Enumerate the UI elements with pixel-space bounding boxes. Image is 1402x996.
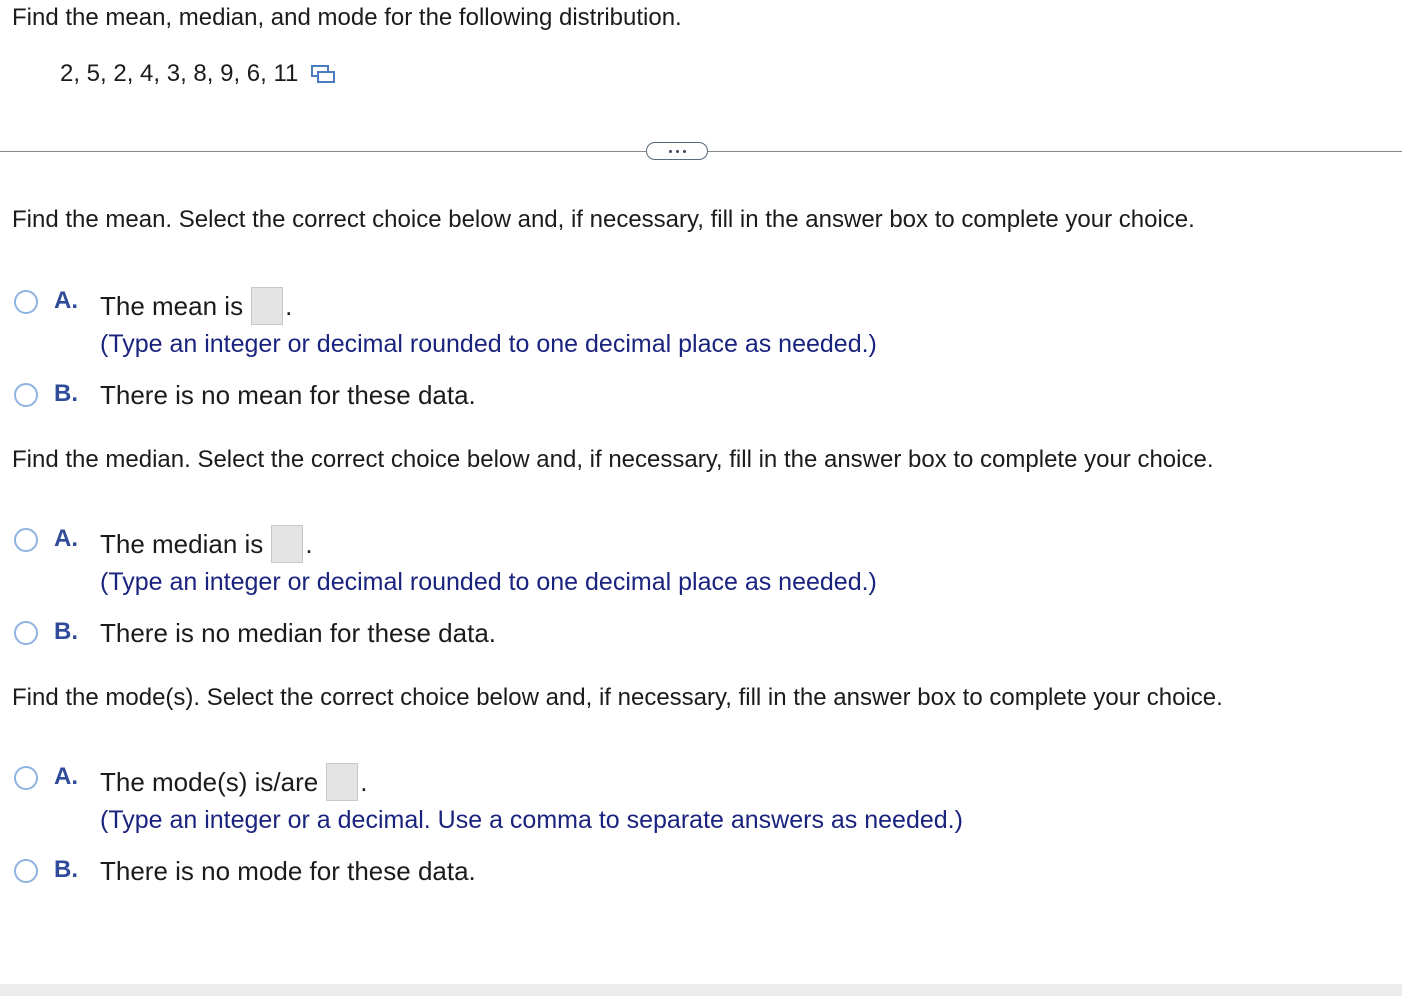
mean-option-a-letter: A. — [54, 287, 78, 314]
mode-answer-box[interactable] — [326, 763, 358, 801]
mean-option-b-radio[interactable] — [14, 383, 38, 407]
mode-option-b-radio[interactable] — [14, 859, 38, 883]
mean-option-b[interactable] — [14, 380, 476, 411]
mode-option-b-text: There is no mode for these data. — [100, 856, 476, 886]
median-option-b-text: There is no median for these data. — [100, 618, 497, 648]
median-option-a-radio[interactable] — [14, 528, 38, 552]
mode-hint: (Type an integer or a decimal. Use a comma to separate answers as needed.) — [100, 806, 963, 834]
mean-answer-box[interactable] — [251, 287, 283, 325]
mean-option-a-label — [100, 287, 292, 325]
mode-option-a[interactable] — [14, 763, 367, 801]
mode-period: . — [360, 766, 368, 797]
mean-option-a[interactable] — [14, 287, 292, 325]
median-option-a-letter: A. — [54, 525, 78, 552]
mode-option-a-label — [100, 763, 367, 801]
question-title: Find the mean, median, and mode for the following distribution. — [12, 4, 682, 31]
median-answer-box[interactable] — [271, 525, 303, 563]
median-prompt: Find the median. Select the correct choice below and, if necessary, fill in the answer box to complete your choice. — [12, 446, 1214, 473]
mean-option-b-text: There is no mean for these data. — [100, 380, 476, 410]
expand-more-button[interactable] — [646, 142, 708, 160]
mean-period: . — [285, 290, 293, 321]
median-option-a-label — [100, 525, 313, 563]
mean-hint: (Type an integer or decimal rounded to one decimal place as needed.) — [100, 330, 877, 358]
median-hint: (Type an integer or decimal rounded to one decimal place as needed.) — [100, 568, 877, 596]
mode-option-a-text: The mode(s) is/are — [100, 766, 319, 797]
mean-prompt: Find the mean. Select the correct choice below and, if necessary, fill in the answer box to complete your choice. — [12, 206, 1195, 233]
mode-option-b[interactable] — [14, 856, 476, 887]
mode-option-a-letter: A. — [54, 763, 78, 790]
median-option-b-letter: B. — [54, 618, 78, 645]
median-option-a[interactable] — [14, 525, 313, 563]
median-option-b-radio[interactable] — [14, 621, 38, 645]
mean-option-a-radio[interactable] — [14, 290, 38, 314]
mean-option-b-letter: B. — [54, 380, 78, 407]
median-option-b[interactable] — [14, 618, 496, 649]
median-period: . — [305, 528, 313, 559]
data-distribution — [60, 60, 336, 88]
median-option-a-text: The median is — [100, 528, 264, 559]
mode-prompt: Find the mode(s). Select the correct choice below and, if necessary, fill in the answer box to complete your choice. — [12, 684, 1223, 711]
copy-data-icon[interactable] — [310, 63, 336, 85]
mean-option-a-text: The mean is — [100, 290, 244, 321]
bottom-bar — [0, 984, 1402, 996]
mode-option-a-radio[interactable] — [14, 766, 38, 790]
mode-option-b-letter: B. — [54, 856, 78, 883]
data-values: 2, 5, 2, 4, 3, 8, 9, 6, 11 — [60, 60, 299, 87]
ellipsis-icon — [669, 150, 672, 153]
